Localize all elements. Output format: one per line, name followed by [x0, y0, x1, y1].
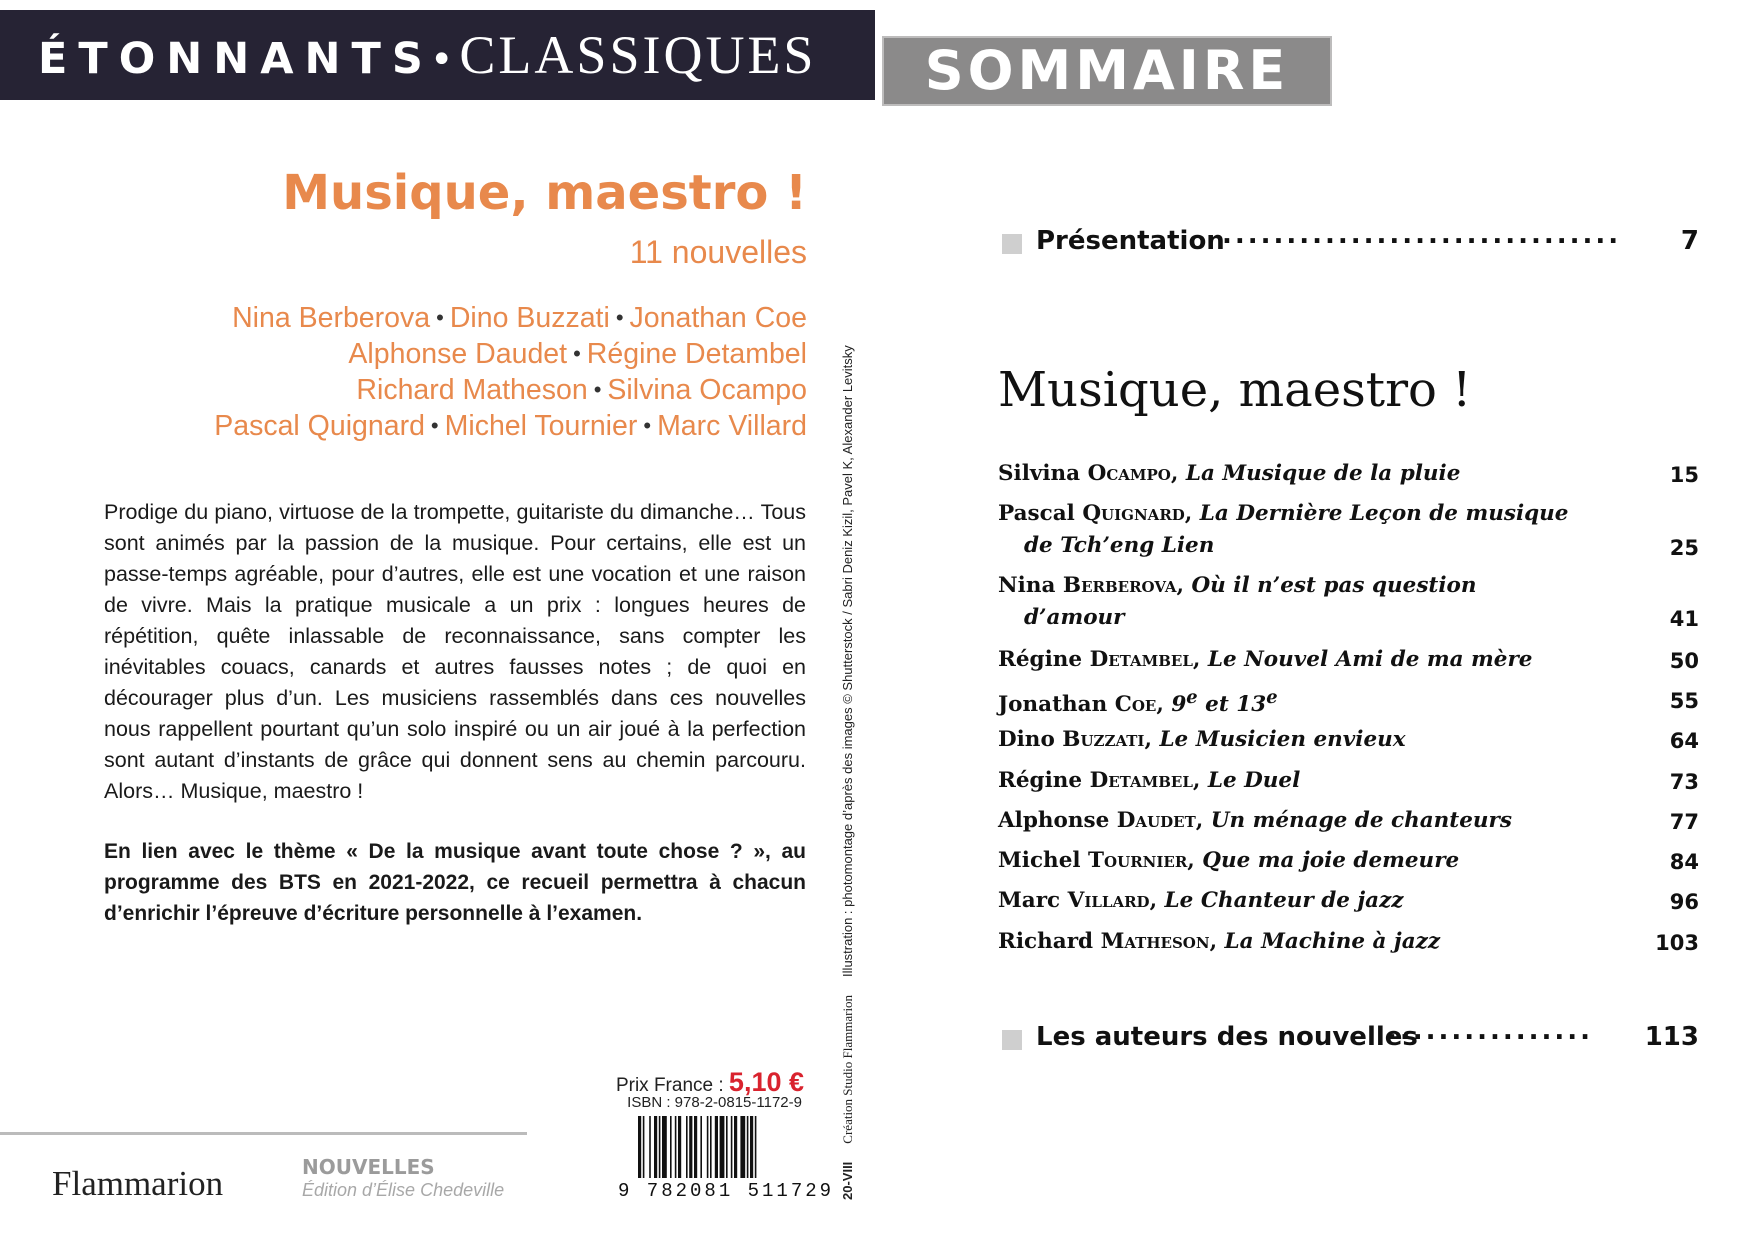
entry-author-first: Jonathan: [998, 692, 1108, 718]
superscript: e: [1266, 687, 1278, 708]
bullet: •: [573, 341, 581, 366]
toc-entry: Silvina Ocampo, La Musique de la pluie: [998, 461, 1461, 486]
entry-title: La Dernière Leçon de musique: [1199, 501, 1569, 526]
author-name: Jonathan Coe: [629, 302, 807, 334]
bullet: •: [615, 305, 624, 330]
entry-author-first: Dino: [998, 727, 1055, 752]
entry-author-first: Silvina: [998, 461, 1081, 486]
credits-vertical: [840, 327, 856, 1200]
entry-title: La Machine à jazz: [1224, 929, 1441, 954]
toc-entry: Jonathan Coe, 9e et 13e: [998, 687, 1278, 718]
entry-author-last: Tournier: [1088, 848, 1188, 873]
entry-page: 96: [1669, 890, 1699, 914]
publisher-logo: Flammarion: [52, 1164, 224, 1203]
entry-author-last: Quignard: [1082, 501, 1185, 526]
entry-page: 73: [1669, 770, 1699, 794]
toc-authors-page: 113: [1644, 1022, 1699, 1052]
entry-page: 84: [1669, 850, 1699, 874]
book-subtitle: 11 nouvelles: [629, 234, 807, 270]
toc-entry: Marc Villard, Le Chanteur de jazz: [998, 888, 1404, 913]
sommaire-label: SOMMAIRE: [924, 39, 1290, 102]
entry-page: 15: [1669, 463, 1699, 487]
entry-author-last: Villard: [1067, 888, 1150, 913]
sommaire-heading: [882, 36, 1332, 106]
author-name: Nina Berberova: [232, 302, 431, 334]
barcode-number: 9 782081 511729: [618, 1180, 835, 1202]
author-list: [214, 300, 807, 444]
book-title: Musique, maestro !: [282, 165, 807, 221]
entry-author-first: Nina: [998, 573, 1056, 598]
author-name: Pascal Quignard: [214, 410, 425, 442]
author-line: [214, 408, 807, 444]
entry-author-last: Ocampo: [1087, 461, 1171, 486]
entry-author-last: Daudet: [1116, 808, 1196, 833]
square-bullet-icon: [1002, 234, 1022, 254]
author-line: [214, 336, 807, 372]
toc-entry-continued: [1024, 605, 1125, 630]
series-dot: •: [429, 37, 454, 83]
entry-author-last: Detambel: [1089, 768, 1193, 793]
price-value: 5,10 €: [728, 1067, 804, 1097]
author-name: Alphonse Daudet: [348, 338, 568, 370]
toc-leader-dots: ...............................: [1222, 220, 1622, 250]
blurb-bts-note: En lien avec le thème « De la musique avant toute chose ? », au programme des BTS en 2021-2022, ce recueil permettra à chacun d’enrichir l’épreuve d’écriture personnelle à l’examen.: [104, 840, 806, 925]
author-name: Dino Buzzati: [449, 302, 610, 334]
credits-code: 20-VIII: [840, 1161, 855, 1200]
bullet: •: [593, 377, 602, 402]
entry-page: 25: [1669, 536, 1699, 560]
price-label: Prix France :: [615, 1075, 724, 1096]
entry-title: Le Musicien envieux: [1159, 727, 1406, 752]
entry-title: La Musique de la pluie: [1185, 461, 1461, 486]
toc-leader-dots: ................: [1387, 1016, 1594, 1046]
entry-title: Que ma joie demeure: [1202, 848, 1460, 873]
footer-divider: [0, 1132, 527, 1135]
square-bullet-icon: [1002, 1030, 1022, 1050]
toc-entry: Michel Tournier, Que ma joie demeure: [998, 848, 1460, 873]
entry-author-last: Coe: [1114, 692, 1157, 718]
credits-studio: Création Studio Flammarion: [840, 994, 855, 1144]
entry-page: 103: [1655, 931, 1699, 955]
credits-illustration: Illustration : photomontage d’après des images © Shutterstock / Sabri Deniz Kizil, Pavel K, Alexander Levitsky: [840, 345, 855, 977]
toc-presentation-label: Présentation: [1036, 226, 1225, 256]
entry-author-first: Régine: [998, 647, 1083, 672]
entry-page: 64: [1669, 729, 1699, 753]
editor-credit: Édition d’Élise Chedeville: [302, 1180, 505, 1200]
entry-author-first: Marc: [998, 888, 1061, 913]
toc-entry: Nina Berberova, Où il n’est pas question: [998, 573, 1477, 598]
bullet: •: [643, 413, 652, 438]
author-line: [214, 372, 807, 408]
entry-page: 55: [1669, 689, 1699, 713]
author-name: Richard Matheson: [356, 374, 588, 406]
bullet: •: [430, 413, 439, 438]
entry-title: Le Duel: [1207, 768, 1301, 793]
genre-label: NOUVELLES: [302, 1155, 435, 1179]
entry-page: 77: [1669, 810, 1699, 834]
author-name: Régine Detambel: [586, 338, 807, 370]
toc-authors-label: Les auteurs des nouvelles: [1036, 1022, 1418, 1052]
author-line: [214, 300, 807, 336]
entry-title: [1171, 687, 1278, 718]
toc-entry: Pascal Quignard, La Dernière Leçon de musique: [998, 501, 1569, 526]
entry-title-part: et 13: [1197, 692, 1267, 718]
entry-author-first: Pascal: [998, 501, 1075, 526]
author-name: Michel Tournier: [444, 410, 638, 442]
toc-entry: Régine Detambel, Le Nouvel Ami de ma mère: [998, 647, 1533, 672]
series-banner: [0, 10, 875, 100]
entry-title-part: 9: [1171, 692, 1187, 718]
entry-author-first: Alphonse: [998, 808, 1110, 833]
toc-section-title: Musique, maestro !: [998, 362, 1472, 418]
entry-title: Le Nouvel Ami de ma mère: [1207, 647, 1533, 672]
toc-entry-continued: [1024, 533, 1214, 558]
entry-author-first: Richard: [998, 929, 1094, 954]
superscript: e: [1186, 687, 1198, 708]
entry-author-last: Berberova: [1062, 573, 1177, 598]
entry-author-first: Régine: [998, 768, 1083, 793]
isbn: ISBN : 978-2-0815-1172-9: [627, 1094, 802, 1111]
toc-entry: Richard Matheson, La Machine à jazz: [998, 929, 1441, 954]
author-name: Marc Villard: [657, 410, 807, 442]
entry-author-last: Matheson: [1100, 929, 1210, 954]
entry-author-last: Buzzati: [1062, 727, 1145, 752]
blurb-text: Prodige du piano, virtuose de la trompette, guitariste du dimanche… Tous sont animés par la passion de la musique. Pour certains, elle est un passe-temps agréable, pour d’autres, elle est une vocation et une raison de vivre. Mais la pratique musicale a un prix : longues heures de répétition, quête inlassable de reconnaissance, sans compter les inévitables couacs, canards et autres fausses notes ; de quoi en décourager plus d’un. Les musiciens rassemblés dans ces nouvelles nous rappellent pourtant qu’un solo inspiré ou un air joué à la perfection sont autant d’instants de grâce qui donnent sens au chemin parcouru. Alors… Musique, maestro !: [104, 500, 806, 803]
entry-title-cont: d’amour: [1024, 605, 1125, 630]
entry-title: Le Chanteur de jazz: [1164, 888, 1404, 913]
series-name-part2: CLASSIQUES: [459, 25, 817, 85]
author-name: Silvina Ocampo: [607, 374, 807, 406]
toc-entry: Alphonse Daudet, Un ménage de chanteurs: [998, 808, 1512, 833]
entry-author-last: Detambel: [1089, 647, 1193, 672]
entry-page: 41: [1669, 607, 1699, 631]
entry-author-first: Michel: [998, 848, 1081, 873]
entry-page: 50: [1669, 649, 1699, 673]
series-name-part1: ÉTONNANTS: [38, 34, 434, 84]
entry-title: Où il n’est pas question: [1191, 573, 1477, 598]
entry-title-cont: de Tch’eng Lien: [1024, 533, 1215, 558]
toc-entry: Régine Detambel, Le Duel: [998, 768, 1301, 793]
entry-title: Un ménage de chanteurs: [1210, 808, 1512, 833]
bullet: •: [436, 305, 444, 330]
toc-entry: Dino Buzzati, Le Musicien envieux: [998, 727, 1406, 752]
toc-presentation-page: 7: [1680, 226, 1699, 256]
